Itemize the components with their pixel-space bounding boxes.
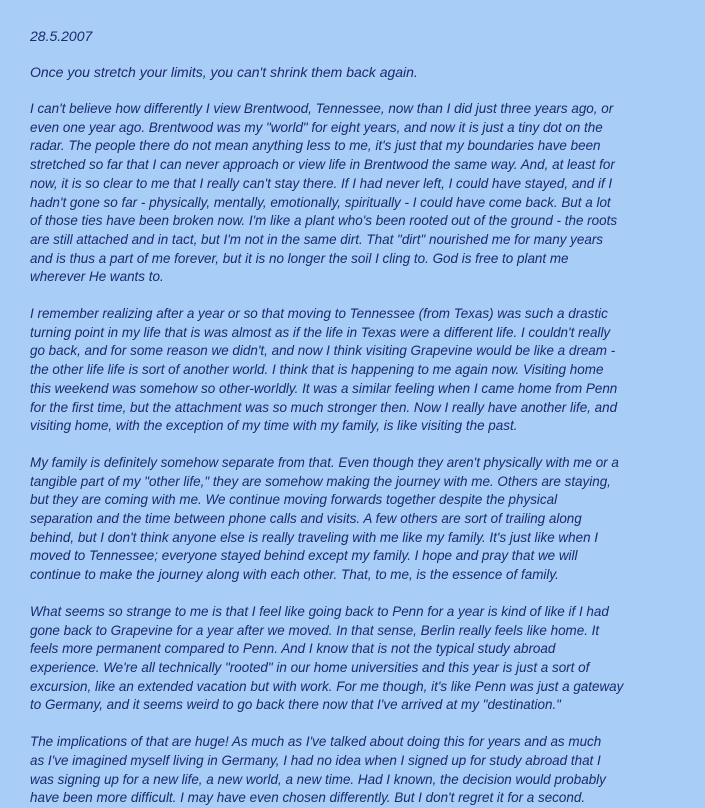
paragraph-line: of those ties have been broken now. I'm like a plant who's been rooted out of the ground - the roots [30, 213, 618, 229]
paragraph-line: visiting home, with the exception of my time with my family, is like visiting the past. [30, 418, 518, 434]
entry-body [30, 100, 681, 808]
paragraph-line: for the first time, but the attachment was so much stronger then. Now I really have another life, and [30, 399, 618, 415]
paragraph-line: continue to make the journey along with each other. That, to me, is the essence of family. [30, 567, 559, 583]
paragraph-line: was signing up for a new life, a new world, a new time. Had I known, the decision would probably [30, 771, 606, 787]
body-paragraph [30, 100, 681, 287]
paragraph-line: behind, but I don't think anyone else is really traveling with me like my family. It's just like when I [30, 529, 599, 545]
paragraph-line: are still attached and in tact, but I'm not in the same dirt. That "dirt" nourished me for many years [30, 231, 604, 247]
paragraph-line: gone back to Grapevine for a year after we moved. In that sense, Berlin really feels like home. It [30, 622, 600, 638]
body-paragraph [30, 733, 681, 808]
body-paragraph [30, 454, 681, 585]
paragraph-line: but they are coming with me. We continue moving forwards together despite the physical [30, 492, 558, 508]
paragraph-line: The implications of that are huge! As much as I've talked about doing this for years and as much [30, 734, 602, 750]
body-paragraph [30, 305, 681, 436]
paragraph-line: hadn't gone so far - physically, mentally, emotionally, spiritually - I could have come back. But a lot [30, 194, 611, 210]
entry-lead-sentence: Once you stretch your limits, you can't shrink them back again. [30, 64, 418, 80]
paragraph-line: the other life life is sort of another world. I think that is happening to me again now. Visiting home [30, 362, 604, 378]
paragraph-line: I can't believe how differently I view Brentwood, Tennessee, now than I did just three years ago, or [30, 101, 614, 116]
paragraph-line: go back, and for some reason we didn't, and now I think visiting Grapevine would be like a dream - [30, 343, 616, 359]
paragraph-line: to Germany, and it seems weird to go back there now that I've arrived at my "destination." [30, 697, 561, 713]
paragraph-line: stretched so far that I can never approach or view life in Brentwood the same way. And, at least for [30, 157, 615, 173]
body-paragraph [30, 603, 681, 715]
paragraph-line: as I've imagined myself living in Germany, I had no idea when I signed up for study abroad that I [30, 752, 601, 768]
paragraph-line: have been more difficult. I may have even chosen differently. But I don't regret it for a second. [30, 790, 586, 806]
entry-date: 28.5.2007 [30, 28, 93, 44]
paragraph-line: and is thus a part of me forever, but it is no longer the soil I cling to. God is free to plant me [30, 250, 569, 266]
paragraph-line: feels more permanent compared to Penn. And I know that is not the typical study abroad [30, 641, 556, 657]
paragraph-line: What seems so strange to me is that I feel like going back to Penn for a year is kind of like if I had [30, 603, 609, 619]
paragraph-line: moved to Tennessee; everyone stayed behind except my family. I hope and pray that we will [30, 548, 578, 564]
paragraph-line: experience. We're all technically "rooted" in our home universities and this year is just a sort of [30, 659, 590, 675]
paragraph-line: even one year ago. Brentwood was my "world" for eight years, and now it is just a tiny dot on the [30, 119, 603, 135]
paragraph-line: this weekend was somehow so other-worldly. It was a similar feeling when I came home from Penn [30, 380, 618, 396]
paragraph-line: wherever He wants to. [30, 269, 164, 285]
paragraph-line: tangible part of my "other life," they are somehow making the journey with me. Others are staying, [30, 473, 611, 489]
paragraph-line: separation and the time between phone calls and visits. A few others are sort of trailing along [30, 511, 582, 527]
paragraph-line: radar. The people there do not mean anything less to me, it's just that my boundaries have been [30, 138, 601, 154]
paragraph-line: excursion, like an extended vacation but with work. For me though, it's like Penn was just a gateway [30, 678, 624, 694]
paragraph-line: My family is definitely somehow separate from that. Even though they aren't physically with me or a [30, 454, 619, 470]
paragraph-line: turning point in my life that is was almost as if the life in Texas were a different life. I couldn't really [30, 324, 611, 340]
paragraph-line: I remember realizing after a year or so that moving to Tennessee (from Texas) was such a drastic [30, 306, 608, 322]
paragraph-line: now, it is so clear to me that I really can't stay there. If I had never left, I could have stayed, and if I [30, 175, 613, 191]
